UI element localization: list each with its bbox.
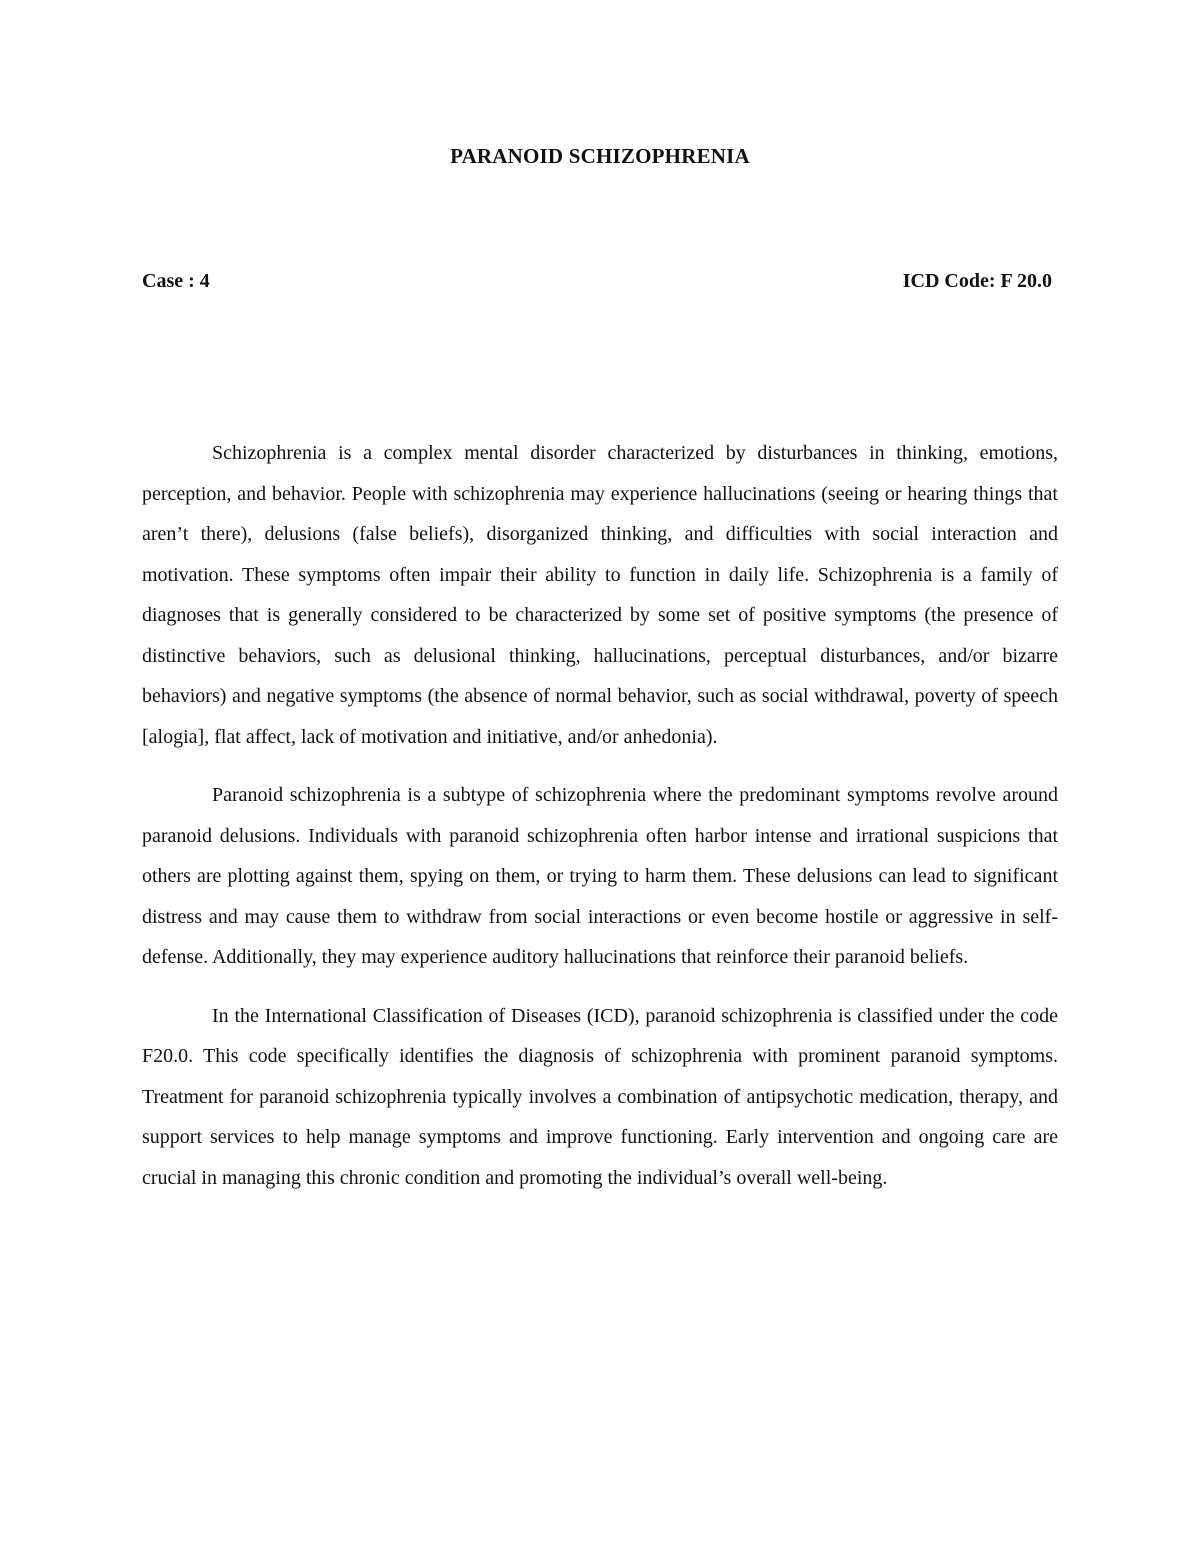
paragraph-icd-classification: In the International Classification of Diseases (ICD), paranoid schizophrenia is classified under the code F20.0. This code specifically identifies the diagnosis of schizophrenia with prominent paranoid symptoms. Treatment for paranoid schizophrenia typically involves a combination of antipsychotic medication, therapy, and support services to help manage symptoms and improve functioning. Early intervention and ongoing care are crucial in managing this chronic condition and promoting the individual’s overall well-being. bbox=[142, 1004, 1058, 1189]
paragraph-paranoid-subtype: Paranoid schizophrenia is a subtype of schizophrenia where the predominant symptoms revolve around paranoid delusions. Individuals with paranoid schizophrenia often harbor intense and irrational suspicions that others are plotting against them, spying on them, or trying to harm them. These delusions can lead to significant distress and may cause them to withdraw from social interactions or even become hostile or aggressive in self-defense. Additionally, they may experience auditory hallucinations that reinforce their paranoid beliefs. bbox=[142, 784, 1058, 968]
case-info-row bbox=[142, 270, 1052, 293]
document-title: PARANOID SCHIZOPHRENIA bbox=[450, 144, 750, 168]
case-number: Case : 4 bbox=[142, 270, 210, 292]
paragraph-schizophrenia-overview: Schizophrenia is a complex mental disorder characterized by disturbances in thinking, emotions, perception, and behavior. People with schizophrenia may experience hallucinations (seeing or hearing things that aren’t there), delusions (false beliefs), disorganized thinking, and difficulties with social interaction and motivation. These symptoms often impair their ability to function in daily life. Schizophrenia is a family of diagnoses that is generally considered to be characterized by some set of positive symptoms (the presence of distinctive behaviors, such as delusional thinking, hallucinations, perceptual disturbances, and/or bizarre behaviors) and negative symptoms (the absence of normal behavior, such as social withdrawal, poverty of speech [alogia], flat affect, lack of motivation and initiative, and/or anhedonia). bbox=[142, 442, 1058, 748]
document-body bbox=[142, 433, 1058, 1216]
icd-code: ICD Code: F 20.0 bbox=[902, 270, 1052, 292]
